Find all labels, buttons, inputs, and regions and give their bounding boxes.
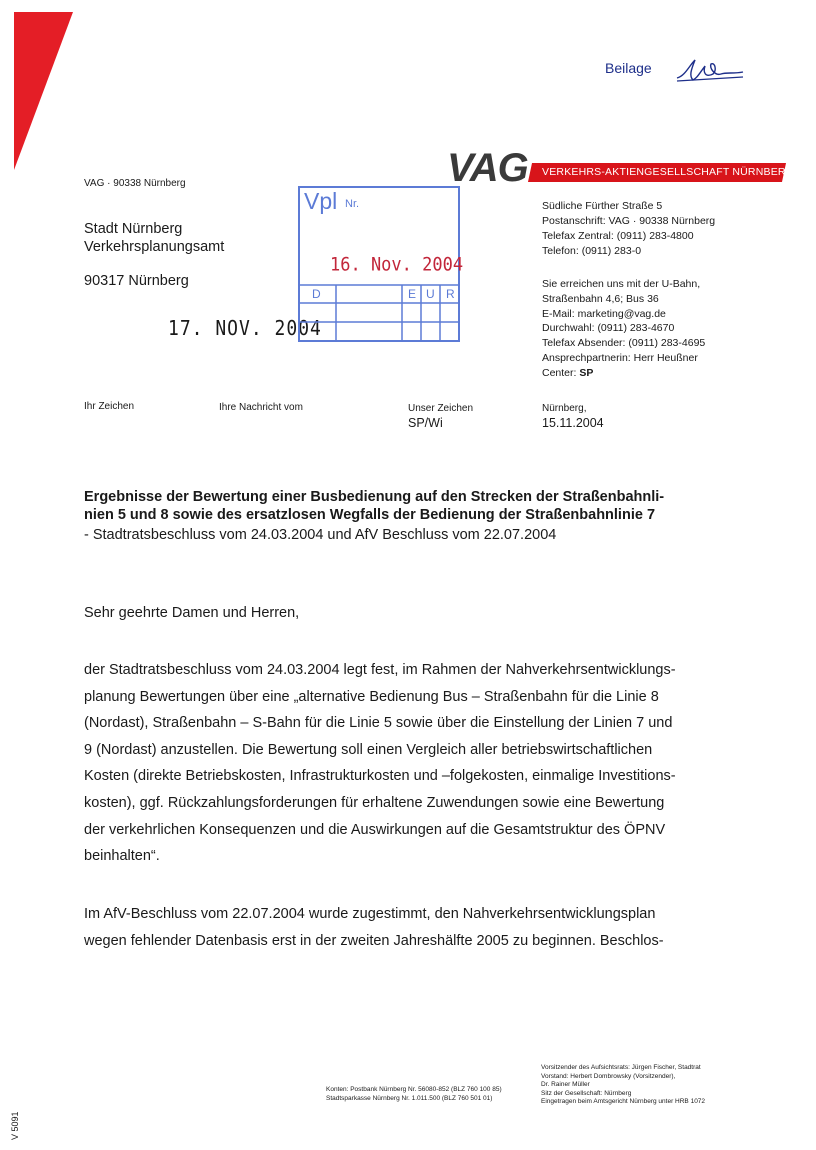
- body-line: wegen fehlender Datenbasis erst in der zweiten Jahreshälfte 2005 zu beginnen. Beschlos-: [84, 932, 664, 949]
- your-message-label: Ihre Nachricht vom: [219, 402, 303, 413]
- footer-board-line1: Vorsitzender des Aufsichtsrats: Jürgen Fischer, Stadtrat: [541, 1064, 701, 1071]
- contact-center-label: Center:: [542, 366, 577, 379]
- stamp-title: Vpl: [304, 188, 338, 214]
- footer-board-line3: Dr. Rainer Müller: [541, 1081, 590, 1088]
- recipient-line1: Stadt Nürnberg: [84, 221, 183, 237]
- contact-postal: Postanschrift: VAG · 90338 Nürnberg: [542, 215, 716, 227]
- stamp-date: 16. Nov. 2004: [330, 254, 464, 276]
- footer-board-details: [541, 1064, 705, 1107]
- subject-heading: [84, 488, 724, 524]
- contact-block: [542, 199, 715, 259]
- subject-line1: Ergebnisse der Bewertung einer Busbedienung auf den Strecken der Straßenbahnli-: [84, 489, 665, 505]
- body-paragraph-1: [84, 657, 724, 870]
- recipient-city: 90317 Nürnberg: [84, 273, 189, 289]
- form-code: V 5091: [10, 1111, 20, 1140]
- body-line: Im AfV-Beschluss vom 22.07.2004 wurde zugestimmt, den Nahverkehrsentwicklungsplan: [84, 906, 656, 922]
- your-reference-label: Ihr Zeichen: [84, 401, 135, 412]
- footer-bank-line1: Konten: Postbank Nürnberg Nr. 56080-852 (BLZ 760 100 85): [326, 1086, 502, 1093]
- received-date-stamp: 17. NOV. 2004: [168, 316, 322, 341]
- footer-board-line5: Eingetragen beim Amtsgericht Nürnberg unter HRB 1072: [541, 1098, 706, 1105]
- corner-triangle-mark: [0, 0, 80, 175]
- body-line: Kosten (direkte Betriebskosten, Infrastrukturkosten und –folgekosten, einmalige Investitions-: [84, 768, 676, 785]
- contact-person: Ansprechpartnerin: Herr Heußner: [542, 351, 698, 364]
- salutation: Sehr geehrte Damen und Herren,: [84, 605, 300, 621]
- stamp-col-u: U: [426, 287, 435, 301]
- beilage-label: Beilage: [605, 60, 652, 76]
- subject-line2: nien 5 und 8 sowie des ersatzlosen Wegfalls der Bedienung der Straßenbahnlinie 7: [84, 507, 656, 523]
- stamp-nr-label: Nr.: [345, 198, 360, 210]
- our-reference-label: Unser Zeichen: [408, 403, 474, 414]
- body-line: der verkehrlichen Konsequenzen und die Auswirkungen auf die Gesamtstruktur des ÖPNV: [84, 821, 666, 838]
- contact-center-value: SP: [579, 366, 594, 379]
- contact-phone: Telefon: (0911) 283-0: [542, 245, 642, 257]
- footer-board-line4: Sitz der Gesellschaft: Nürnberg: [541, 1089, 632, 1097]
- contact-direct-line: Durchwahl: (0911) 283-4670: [542, 322, 675, 335]
- contact-email: E-Mail: marketing@vag.de: [542, 307, 666, 320]
- contact-reach-line2: Straßenbahn 4,6; Bus 36: [542, 292, 659, 305]
- handwritten-signature: [675, 56, 745, 86]
- subject-subline: - Stadtratsbeschluss vom 24.03.2004 und AfV Beschluss vom 22.07.2004: [84, 527, 557, 543]
- body-line: (Nordast), Straßenbahn – S-Bahn für die Linie 5 sowie über die Einstellung der Linien 7 und: [84, 715, 673, 732]
- sender-return-address: VAG · 90338 Nürnberg: [84, 178, 186, 189]
- vag-logo: VAG: [447, 146, 528, 190]
- body-paragraph-2: [84, 901, 724, 954]
- letter-date: 15.11.2004: [542, 416, 604, 430]
- body-line: beinhalten“.: [84, 848, 160, 865]
- contact-street: Südliche Fürther Straße 5: [542, 200, 663, 212]
- body-line: planung Bewertungen über eine „alternative Bedienung Bus – Straßenbahn für die Linie 8: [84, 688, 659, 705]
- company-name: VERKEHRS-AKTIENGESELLSCHAFT NÜRNBERG: [542, 166, 795, 178]
- contact-details: [542, 277, 705, 381]
- footer-board-line2: Vorstand: Herbert Dombrowsky (Vorsitzender),: [541, 1072, 676, 1080]
- contact-fax-central: Telefax Zentral: (0911) 283-4800: [542, 230, 694, 242]
- body-line: 9 (Nordast) anzustellen. Die Bewertung soll einen Vergleich aller betriebswirtschaftlichen: [84, 741, 653, 758]
- contact-center: [542, 366, 705, 381]
- stamp-col-d: D: [312, 287, 321, 301]
- recipient-line2: Verkehrsplanungsamt: [84, 239, 225, 255]
- letter-place: Nürnberg,: [542, 403, 587, 414]
- contact-reach-line1: Sie erreichen uns mit der U-Bahn,: [542, 278, 701, 290]
- stamp-col-e: E: [408, 287, 417, 301]
- footer-bank-line2: Stadtsparkasse Nürnberg Nr. 1.011.500 (BLZ 760 501 01): [326, 1094, 493, 1102]
- stamp-grid: [298, 284, 460, 342]
- body-line: der Stadtratsbeschluss vom 24.03.2004 legt fest, im Rahmen der Nahverkehrsentwicklungs-: [84, 662, 676, 678]
- body-line: kosten), ggf. Rückzahlungsforderungen für erhaltene Zuwendungen sowie eine Bewertung: [84, 794, 665, 811]
- our-reference: SP/Wi: [408, 416, 443, 430]
- recipient-address: [84, 220, 224, 256]
- footer-bank-details: [326, 1086, 502, 1103]
- contact-fax-sender: Telefax Absender: (0911) 283-4695: [542, 337, 706, 350]
- stamp-col-r: R: [446, 287, 455, 301]
